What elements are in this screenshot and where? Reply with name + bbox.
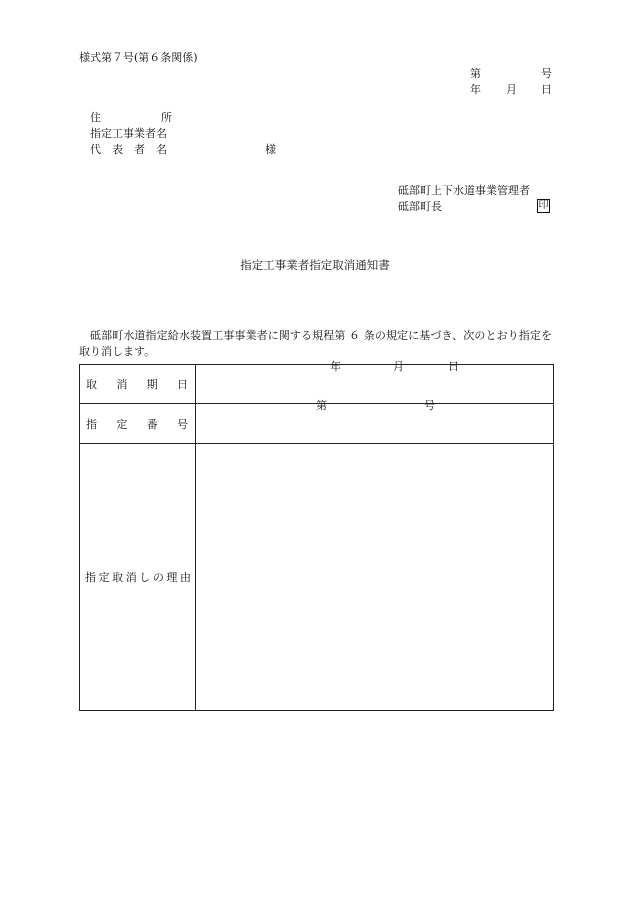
cancel-date-value-cell[interactable] bbox=[196, 360, 554, 404]
rep-char: 者 bbox=[134, 143, 145, 156]
designation-number-value-cell[interactable] bbox=[196, 399, 554, 444]
notice-table bbox=[79, 360, 554, 711]
issuer-name: 砥部町長 bbox=[398, 200, 442, 213]
label-char: 定 bbox=[116, 417, 128, 431]
label-char: 号 bbox=[176, 417, 188, 431]
label-char: 期 bbox=[146, 378, 158, 391]
label-char: の bbox=[152, 571, 164, 584]
recipient-honorific: 様 bbox=[265, 143, 276, 156]
body-paragraph: 砥部町水道指定給水装置工事事業者に関する規程第 ６ 条の規定に基づき、次のとおり指定を取り消します。 bbox=[79, 329, 552, 358]
rep-char: 表 bbox=[112, 143, 123, 156]
label-char: 由 bbox=[179, 571, 191, 584]
label-char: 番 bbox=[146, 417, 158, 431]
designation-number-suffix: 号 bbox=[424, 399, 435, 412]
designation-number-label-cell bbox=[80, 404, 196, 444]
recipient-company-label: 指定工事業者名 bbox=[90, 127, 167, 140]
address-char-2: 所 bbox=[161, 111, 172, 124]
recipient-representative-label bbox=[90, 143, 167, 157]
label-char: 日 bbox=[176, 378, 188, 391]
rep-char: 名 bbox=[156, 143, 167, 156]
cancel-year-label: 年 bbox=[330, 360, 341, 373]
date-day-label: 日 bbox=[541, 83, 552, 96]
label-char: 消 bbox=[116, 378, 128, 391]
rep-char: 代 bbox=[90, 143, 101, 156]
label-char: 指 bbox=[85, 571, 96, 584]
date-month-label: 月 bbox=[506, 83, 517, 96]
label-char: 指 bbox=[86, 417, 97, 431]
designation-number-prefix: 第 bbox=[316, 399, 327, 412]
cancel-day-label: 日 bbox=[448, 360, 459, 373]
label-char: 取 bbox=[112, 571, 124, 584]
label-char: し bbox=[139, 571, 151, 584]
address-char-1: 住 bbox=[90, 111, 101, 124]
label-char: 理 bbox=[166, 571, 178, 584]
label-char: 消 bbox=[125, 571, 137, 584]
doc-number-prefix: 第 bbox=[470, 67, 481, 80]
form-number-label: 様式第７号(第６条関係) bbox=[79, 51, 198, 64]
label-char: 取 bbox=[86, 378, 97, 391]
table-row-designation-number bbox=[80, 404, 554, 444]
cancel-month-label: 月 bbox=[393, 360, 404, 373]
label-char: 定 bbox=[98, 571, 110, 584]
issuer-title: 砥部町上下水道事業管理者 bbox=[398, 184, 530, 197]
reason-value-cell[interactable] bbox=[196, 444, 554, 711]
cancel-date-label-cell bbox=[80, 365, 196, 404]
date-year-label: 年 bbox=[470, 83, 481, 96]
table-row-reason bbox=[80, 444, 554, 711]
seal-mark: 印 bbox=[538, 200, 549, 211]
document-title: 指定工事業者指定取消通知書 bbox=[240, 258, 390, 272]
reason-label-cell bbox=[80, 444, 196, 711]
doc-number-suffix: 号 bbox=[541, 67, 552, 80]
